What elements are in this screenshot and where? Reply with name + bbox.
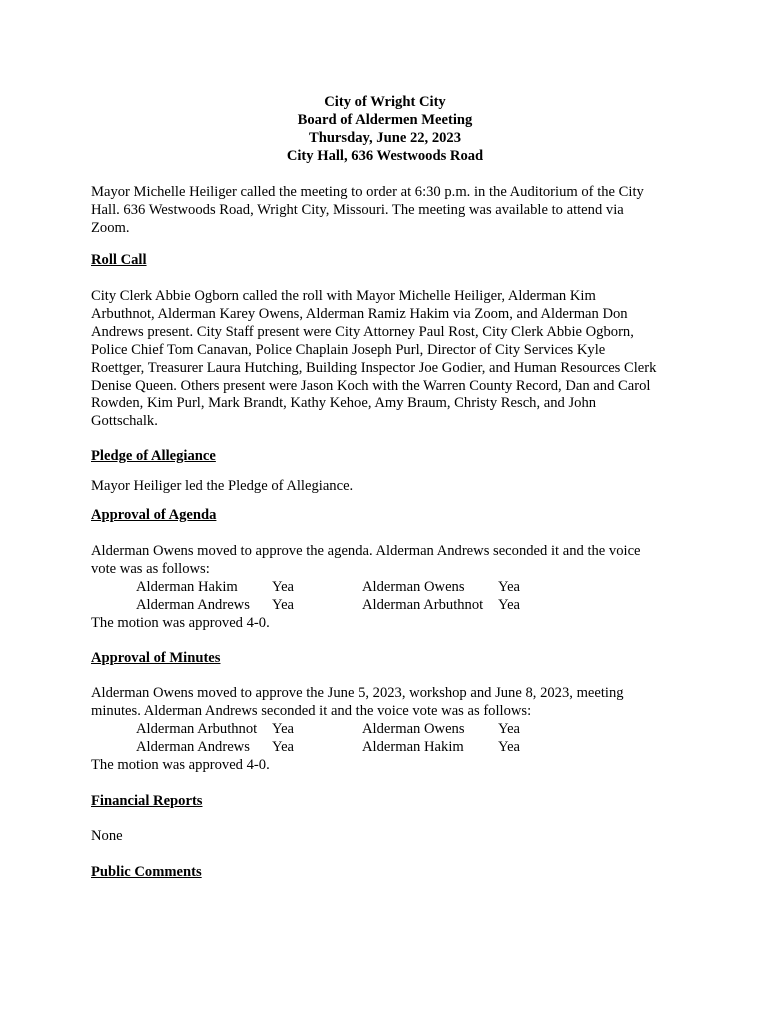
vote-value: Yea — [498, 720, 521, 737]
document-header — [0, 94, 770, 166]
paragraph-line: Denise Queen. Others present were Jason Koch with the Warren County Record, Dan and Carol — [91, 377, 651, 394]
header-city: City of Wright City — [324, 94, 446, 110]
pledge-text: Mayor Heiliger led the Pledge of Allegiance. — [91, 478, 354, 494]
paragraph-line: Arbuthnot, Alderman Karey Owens, Alderman Ramiz Hakim via Zoom, and Alderman Don — [91, 305, 628, 322]
minutes-heading: Approval of Minutes — [91, 650, 221, 666]
agenda-heading: Approval of Agenda — [91, 507, 217, 523]
paragraph-line: Alderman Owens moved to approve the agenda. Alderman Andrews seconded it and the voice — [91, 543, 641, 559]
financial-text: None — [91, 828, 123, 844]
motion-result: The motion was approved 4-0. — [91, 614, 270, 631]
paragraph-line: Alderman Owens moved to approve the June 5, 2023, workshop and June 8, 2023, meeting — [91, 685, 624, 701]
agenda-paragraph — [91, 543, 681, 633]
vote-value: Yea — [272, 738, 295, 755]
vote-value: Yea — [272, 720, 295, 737]
motion-result: The motion was approved 4-0. — [91, 756, 270, 773]
vote-row — [91, 597, 681, 615]
paragraph-line: Mayor Michelle Heiliger called the meeting to order at 6:30 p.m. in the Auditorium of the City — [91, 184, 644, 200]
vote-row — [91, 739, 681, 757]
paragraph-line: Gottschalk. — [91, 413, 158, 430]
vote-member: Alderman Hakim — [136, 578, 238, 595]
header-location: City Hall, 636 Westwoods Road — [286, 148, 484, 164]
header-date: Thursday, June 22, 2023 — [308, 130, 462, 146]
vote-value: Yea — [498, 596, 521, 613]
paragraph-line: vote was as follows: — [91, 560, 210, 577]
vote-row — [91, 721, 681, 739]
paragraph-line: Roettger, Treasurer Laura Hutching, Building Inspector Joe Godier, and Human Resources Clerk — [91, 359, 657, 376]
paragraph-line: Zoom. — [91, 219, 130, 236]
paragraph-line: Andrews present. City Staff present were City Attorney Paul Rost, City Clerk Abbie Ogborn, — [91, 323, 634, 340]
public-comments-heading: Public Comments — [91, 864, 202, 880]
vote-member: Alderman Andrews — [136, 596, 250, 613]
vote-value: Yea — [498, 578, 521, 595]
vote-member: Alderman Owens — [362, 578, 465, 595]
roll-call-heading: Roll Call — [91, 252, 147, 268]
paragraph-line: Rowden, Kim Purl, Mark Brandt, Kathy Kehoe, Amy Braum, Christy Resch, and John — [91, 395, 597, 412]
paragraph-line: City Clerk Abbie Ogborn called the roll with Mayor Michelle Heiliger, Alderman Kim — [91, 288, 596, 304]
vote-value: Yea — [272, 596, 295, 613]
header-board: Board of Aldermen Meeting — [297, 112, 473, 128]
vote-value: Yea — [272, 578, 295, 595]
minutes-paragraph — [91, 685, 681, 775]
financial-heading: Financial Reports — [91, 793, 203, 809]
paragraph-line: minutes. Alderman Andrews seconded it and the voice vote was as follows: — [91, 702, 532, 719]
pledge-heading: Pledge of Allegiance — [91, 448, 216, 464]
vote-member: Alderman Owens — [362, 720, 465, 737]
vote-member: Alderman Arbuthnot — [362, 596, 484, 613]
paragraph-line: Hall. 636 Westwoods Road, Wright City, Missouri. The meeting was available to attend via — [91, 201, 624, 218]
roll-call-paragraph — [91, 288, 681, 431]
vote-member: Alderman Arbuthnot — [136, 720, 258, 737]
vote-member: Alderman Hakim — [362, 738, 464, 755]
intro-paragraph — [91, 184, 681, 238]
vote-row — [91, 579, 681, 597]
vote-member: Alderman Andrews — [136, 738, 250, 755]
vote-value: Yea — [498, 738, 521, 755]
paragraph-line: Police Chief Tom Canavan, Police Chaplain Joseph Purl, Director of City Services Kyle — [91, 341, 606, 358]
